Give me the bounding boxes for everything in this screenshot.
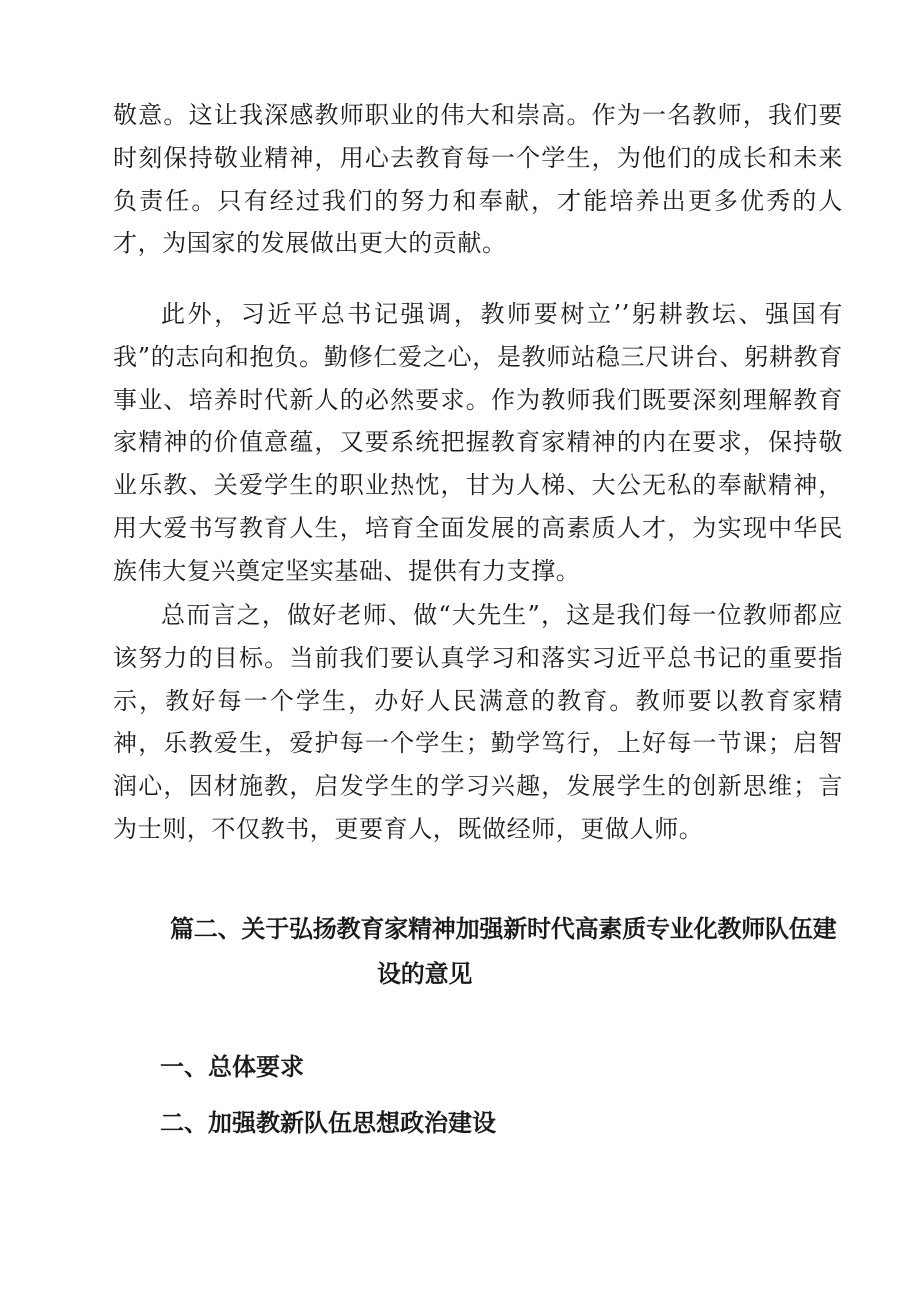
heading-overall-requirements: 一、总体要求 — [160, 1053, 304, 1081]
heading-ideological-building: 二、加强教新队伍思想政治建设 — [160, 1109, 496, 1137]
body-paragraph-conclusion: 总而言之，做好老师、做“大先生”，这是我们每一位教师都应该努力的目标。当前我们要认真学习和落实习近平总书记的重要指示，教好每一个学生，办好人民满意的教育。教师要以教育家精神，乐教爱生，爱护每一个学生；勤学笃行，上好每一节课；启智润心，因材施教，启发学生的学习兴趣，发展学生的创新思维；言为士则，不仅教书，更要育人，既做经师，更做人师。 — [113, 601, 843, 843]
body-paragraph-teacher-aspiration: 此外，习近平总书记强调，教师要树立’’躬耕教坛、强国有我”的志向和抱负。勤修仁爱之心，是教师站稳三尺讲台、躬耕教育事业、培养时代新人的必然要求。作为教师我们既要深刻理解教育家精神的价值意蕴，又要系统把握教育家精神的内在要求，保持敬业乐教、关爱学生的职业热忱，甘为人梯、大公无私的奉献精神，用大爱书写教育人生，培育全面发展的高素质人才，为实现中华民族伟大复兴奠定坚实基础、提供有力支撑。 — [113, 300, 843, 585]
section-title-line-2: 设的意见 — [377, 960, 473, 988]
section-title — [170, 907, 837, 997]
body-paragraph-continuation: 敬意。这让我深感教师职业的伟大和崇高。作为一名教师，我们要时刻保持敬业精神，用心去教育每一个学生，为他们的成长和未来负责任。只有经过我们的努力和奉献，才能培养出更多优秀的人才，为国家的发展做出更大的贡献。 — [113, 101, 843, 258]
section-title-line-1: 篇二、关于弘扬教育家精神加强新时代高素质专业化教师队伍建 — [170, 915, 837, 943]
